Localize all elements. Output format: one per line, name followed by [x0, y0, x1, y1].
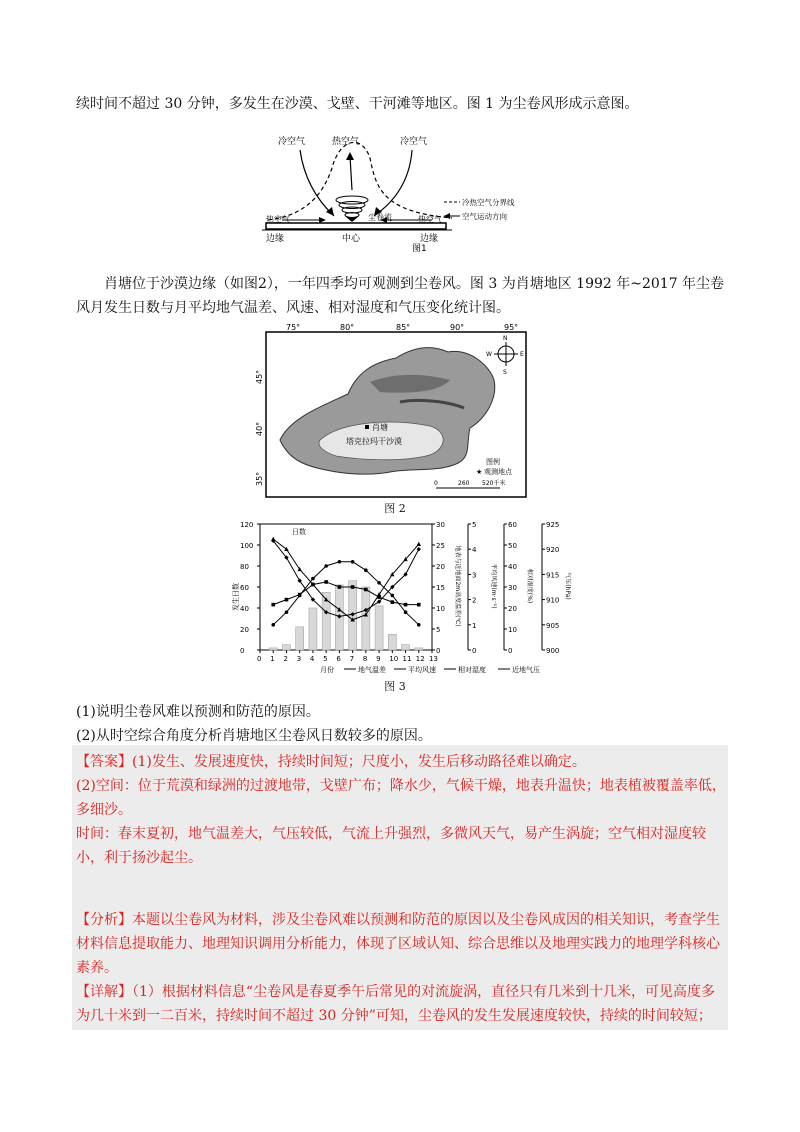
right-tick-label-humidity: 40	[508, 563, 517, 571]
days-bar	[296, 627, 304, 650]
x-tick-label: 10	[389, 655, 399, 663]
point-temp_diff	[364, 568, 368, 572]
right-tick-label-temp_diff: 0	[436, 647, 441, 655]
question-1: (1)说明尘卷风难以预测和防范的原因。	[76, 704, 320, 720]
days-bar	[388, 634, 396, 650]
point-wind	[417, 603, 421, 607]
days-tick-label: 40	[240, 605, 249, 613]
legend-label: 近地气压	[512, 666, 540, 674]
lat-label-35: 35°	[255, 471, 264, 486]
analysis-paragraph: 【分析】本题以尘卷风为材料，涉及尘卷风难以预测和防范的原因以及尘卷风成因的相关知识，考查学生材料信息提取能力、地理知识调用分析能力，体现了区域认知、综合思维以及地理实践力的地理学科核心素养。	[76, 912, 720, 976]
legend-label: 地气温差	[358, 666, 386, 674]
right-tick-label-wind: 5	[472, 521, 477, 529]
intro-text: 续时间不超过 30 分钟，多发生在沙漠、戈壁、干河滩等地区。图 1 为尘卷风形成示意图。	[76, 96, 639, 112]
lon-label-80: 80°	[340, 323, 355, 332]
right-tick-label-temp_diff: 30	[436, 521, 445, 529]
right-tick-label-humidity: 10	[508, 626, 517, 634]
legend-label: 平均风速	[408, 666, 436, 674]
lat-label-40: 40°	[255, 421, 264, 436]
label-edge-right: 边缘	[420, 234, 439, 244]
days-bar	[269, 648, 277, 650]
point-pressure	[271, 537, 275, 541]
right-tick-label-pressure: 910	[546, 596, 560, 605]
label-hot-air-right: 热空气	[418, 215, 442, 224]
answer-tag: 【答案】	[76, 754, 132, 770]
point-temp_diff	[391, 594, 395, 598]
point-temp_diff	[271, 623, 275, 627]
figure-3-chart	[230, 516, 580, 678]
answer-line-1: 【答案】(1)发生、发展速度快，持续时间短；尺度小，发生后移动路径难以确定。	[76, 754, 586, 770]
right-tick-label-pressure: 900	[546, 647, 560, 655]
label-hot-air-left: 热空气	[266, 215, 290, 224]
svg-text:E: E	[520, 351, 524, 358]
x-tick-label: 0	[257, 655, 262, 663]
label-boundary: 冷热空气分界线	[462, 198, 515, 207]
point-temp_diff	[404, 610, 408, 614]
cold-air-arrow-left	[300, 150, 334, 216]
point-wind	[391, 600, 395, 604]
label-edge-left: 边缘	[266, 234, 285, 244]
point-temp_diff	[417, 623, 421, 627]
figure-2-caption: 图 2	[384, 502, 406, 515]
point-temp_diff	[311, 577, 315, 581]
days-bar	[415, 648, 423, 650]
point-wind	[298, 593, 302, 597]
right-tick-label-wind: 1	[472, 621, 477, 630]
point-temp_diff	[338, 560, 342, 564]
right-tick-label-humidity: 20	[508, 605, 517, 613]
point-wind	[285, 598, 289, 602]
lon-label-85: 85°	[396, 323, 411, 332]
x-tick-label: 9	[376, 655, 381, 663]
right-tick-label-temp_diff: 10	[436, 605, 445, 613]
point-temp_diff	[324, 564, 328, 568]
figure-3-caption: 图 3	[384, 680, 406, 693]
right-tick-label-pressure: 915	[546, 571, 560, 580]
days-bar	[282, 645, 290, 650]
days-tick-label: 100	[240, 542, 254, 550]
days-bar	[375, 606, 383, 650]
right-tick-label-pressure: 905	[546, 621, 560, 630]
days-bar	[309, 608, 317, 650]
answer-line-2: (2)空间：位于荒漠和绿洲的过渡地带，戈壁广布；降水少，气候干燥，地表升温快；地表植被覆盖率低，多细沙。	[76, 778, 726, 818]
legend-star-icon: ★	[476, 468, 483, 476]
right-tick-label-wind: 0	[472, 647, 477, 655]
days-tick-label: 120	[240, 521, 254, 529]
left-axis-label: 发生日数	[232, 583, 240, 611]
right-axis-label-humidity: 相对湿度(%)	[526, 568, 533, 604]
days-bar	[402, 645, 410, 650]
figure-1-dust-devil-diagram	[262, 128, 562, 252]
x-tick-label: 5	[323, 655, 328, 663]
x-tick-label: 11	[402, 655, 412, 663]
right-tick-label-wind: 4	[472, 546, 477, 555]
right-tick-label-temp_diff: 5	[436, 626, 441, 634]
answer-line-3: 时间：春末夏初，地气温差大，气压较低，气流上升强烈，多微风天气，易产生涡旋；空气相对湿度较小，利于扬沙起尘。	[76, 826, 706, 866]
right-tick-label-humidity: 60	[508, 521, 517, 529]
svg-text:N: N	[503, 335, 508, 342]
x-axis-label: 月份	[320, 666, 334, 674]
right-tick-label-temp_diff: 25	[436, 542, 445, 550]
dust-devil-funnel	[336, 196, 368, 222]
days-tick-label: 80	[240, 563, 249, 571]
right-axis-label-temp_diff: 地表与近地面2m高度温差(℃)	[454, 545, 461, 627]
lon-label-75: 75°	[286, 323, 301, 332]
detail-tag: 【详解】	[76, 984, 132, 1000]
label-center: 中心	[342, 234, 361, 244]
right-axis-label-pressure: 气压(hPa)	[564, 572, 571, 600]
label-hot-air-top: 热空气	[332, 137, 360, 147]
legend-label: 相对湿度	[458, 666, 486, 674]
svg-text:260: 260	[458, 480, 470, 487]
right-axis-label-wind: 平均风速(m·s⁻¹)	[490, 563, 497, 609]
legend-title: 图例	[486, 458, 500, 466]
paragraph-xiaotang: 肖塘位于沙漠边缘（如图2），一年四季均可观测到尘卷风。图 3 为肖塘地区 1992 年~2017 年尘卷风月发生日数与月平均地气温差、风速、相对湿度和气压变化统计图。	[76, 276, 725, 316]
point-wind	[351, 585, 355, 589]
right-tick-label-temp_diff: 20	[436, 563, 445, 571]
x-tick-label: 2	[283, 655, 288, 663]
x-tick-label: 3	[296, 655, 302, 663]
right-tick-label-humidity: 0	[508, 647, 513, 655]
question-2: (2)从时空综合角度分析肖塘地区尘卷风日数较多的原因。	[76, 728, 432, 744]
svg-text:S: S	[503, 369, 507, 376]
svg-text:520千米: 520千米	[482, 480, 506, 487]
right-tick-label-pressure: 925	[546, 521, 560, 529]
x-tick-label: 8	[362, 655, 368, 663]
point-wind	[364, 588, 368, 592]
analysis-tag: 【分析】	[76, 912, 132, 928]
place-label: 肖塘	[372, 423, 388, 432]
right-tick-label-wind: 3	[472, 571, 477, 580]
days-tick-label: 20	[240, 626, 249, 634]
detail-paragraph: 【详解】（1）根据材料信息“尘卷风是春夏季午后常见的对流旋涡，直径只有几米到十几米，可见高度多为几十米到一二百米，持续时间不超过 30 分钟”可知，尘卷风的发生发展速度较快，持续的时间较短；	[76, 984, 716, 1024]
svg-text:W: W	[486, 351, 492, 358]
point-wind	[271, 603, 275, 607]
point-pressure	[417, 542, 421, 546]
cold-air-arrow-right	[374, 150, 412, 216]
days-tick-label: 0	[240, 647, 245, 655]
x-tick-label: 6	[336, 655, 341, 663]
point-wind	[338, 585, 342, 589]
svg-text:0: 0	[434, 480, 438, 487]
x-tick-label: 1	[270, 655, 275, 663]
figure-1-caption: 图1	[412, 244, 427, 252]
x-tick-label: 13	[429, 655, 438, 663]
right-tick-label-humidity: 30	[508, 584, 517, 592]
right-tick-label-temp_diff: 15	[436, 584, 445, 592]
point-temp_diff	[285, 610, 289, 614]
label-cold-air-left: 冷空气	[278, 137, 306, 147]
point-humidity	[417, 547, 421, 551]
point-wind	[324, 580, 328, 584]
lon-label-90: 90°	[450, 323, 465, 332]
lon-label-95: 95°	[504, 323, 519, 332]
point-wind	[404, 603, 408, 607]
legend-item: 观测地点	[484, 468, 512, 476]
days-bar	[362, 587, 370, 650]
observation-site-marker	[365, 425, 369, 429]
right-tick-label-pressure: 920	[546, 546, 560, 555]
right-tick-label-humidity: 50	[508, 542, 517, 550]
x-tick-label: 12	[415, 655, 425, 663]
point-temp_diff	[377, 581, 381, 585]
label-dust: 尘卷流	[368, 213, 392, 222]
label-cold-air-right: 冷空气	[400, 137, 428, 147]
figure-2-map	[250, 322, 540, 502]
days-tick-label: 60	[240, 584, 249, 592]
right-tick-label-wind: 2	[472, 596, 477, 605]
lat-label-45: 45°	[255, 369, 264, 384]
label-direction: 空气运动方向	[462, 212, 507, 221]
x-tick-label: 4	[309, 655, 315, 663]
days-series-label: 日数	[292, 528, 306, 536]
point-temp_diff	[351, 560, 355, 564]
x-tick-label: 7	[349, 655, 355, 663]
series-line-humidity	[273, 541, 419, 617]
desert-label: 塔克拉玛干沙漠	[346, 437, 402, 446]
series-line-pressure	[273, 539, 419, 620]
